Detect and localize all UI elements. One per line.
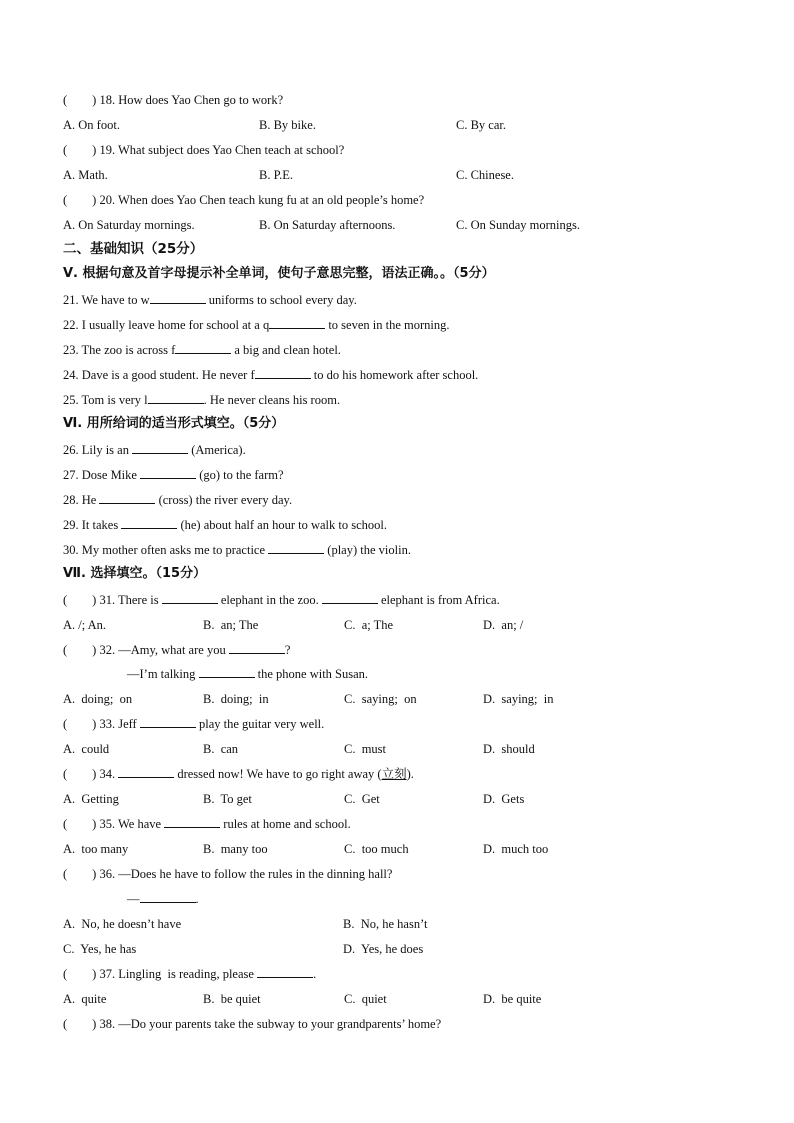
section-7-title: Ⅶ. 选择填空。（15分）	[63, 566, 207, 581]
answer-blank[interactable]	[140, 716, 196, 728]
q19-option-a: A. Math.	[63, 168, 108, 182]
q36-option-c: C. Yes, he has	[63, 942, 137, 956]
answer-blank[interactable]	[229, 642, 285, 654]
q37-option-c: C. quiet	[344, 992, 387, 1006]
answer-blank[interactable]	[255, 367, 311, 379]
q35-option-c: C. too much	[344, 842, 409, 856]
question-28: 28. He (cross) the river every day.	[63, 493, 293, 507]
answer-blank[interactable]	[199, 666, 255, 678]
question-18-stem: ( ) 18. How does Yao Chen go to work?	[63, 93, 284, 107]
question-22: 22. I usually leave home for school at a q to seven in the morning.	[63, 318, 450, 332]
q18-option-b: B. By bike.	[259, 118, 316, 132]
q20-option-a: A. On Saturday mornings.	[63, 218, 195, 232]
question-31-stem: ( ) 31. There is elephant in the zoo. elephant is from Africa.	[63, 593, 500, 607]
q18-option-a: A. On foot.	[63, 118, 120, 132]
question-33-stem: ( ) 33. Jeff play the guitar very well.	[63, 717, 325, 731]
answer-blank[interactable]	[322, 592, 378, 604]
answer-blank[interactable]	[164, 816, 220, 828]
question-20-stem: ( ) 20. When does Yao Chen teach kung fu at an old people’s home?	[63, 193, 425, 207]
q37-option-d: D. be quite	[483, 992, 542, 1006]
q34-option-c: C. Get	[344, 792, 380, 806]
q36-option-b: B. No, he hasn’t	[343, 917, 428, 931]
q33-option-a: A. could	[63, 742, 110, 756]
question-36-reply: — .	[127, 892, 199, 906]
q32-option-a: A. doing; on	[63, 692, 133, 706]
q31-option-a: A. /; An.	[63, 618, 107, 632]
q36-option-d: D. Yes, he does	[343, 942, 424, 956]
q32-option-d: D. saying; in	[483, 692, 554, 706]
question-21: 21. We have to w uniforms to school every day.	[63, 293, 357, 307]
answer-blank[interactable]	[150, 292, 206, 304]
question-24: 24. Dave is a good student. He never f to do his homework after school.	[63, 368, 479, 382]
answer-blank[interactable]	[118, 766, 174, 778]
answer-blank[interactable]	[268, 542, 324, 554]
q19-option-b: B. P.E.	[259, 168, 294, 182]
section-5-title: Ⅴ. 根据句意及首字母提示补全单词，使句子意思完整，语法正确。。（5分）	[63, 266, 495, 281]
q35-option-b: B. many too	[203, 842, 268, 856]
answer-blank[interactable]	[99, 492, 155, 504]
q19-option-c: C. Chinese.	[456, 168, 514, 182]
question-37-stem: ( ) 37. Lingling is reading, please .	[63, 967, 317, 981]
q18-option-c: C. By car.	[456, 118, 506, 132]
question-35-stem: ( ) 35. We have rules at home and school.	[63, 817, 351, 831]
question-34-stem: ( ) 34. dressed now! We have to go right away (立刻).	[63, 767, 414, 781]
answer-blank[interactable]	[132, 442, 188, 454]
question-19-stem: ( ) 19. What subject does Yao Chen teach at school?	[63, 143, 345, 157]
answer-blank[interactable]	[148, 392, 204, 404]
q34-option-d: D. Gets	[483, 792, 525, 806]
q33-option-b: B. can	[203, 742, 239, 756]
question-36-stem: ( ) 36. —Does he have to follow the rules in the dinning hall?	[63, 867, 393, 881]
q32-option-c: C. saying; on	[344, 692, 417, 706]
q32-option-b: B. doing; in	[203, 692, 269, 706]
question-26: 26. Lily is an (America).	[63, 443, 246, 457]
q33-option-c: C. must	[344, 742, 387, 756]
answer-blank[interactable]	[257, 966, 313, 978]
question-32-stem: ( ) 32. —Amy, what are you ?	[63, 643, 291, 657]
answer-blank[interactable]	[140, 891, 196, 903]
question-27: 27. Dose Mike (go) to the farm?	[63, 468, 284, 482]
part-2-title: 二、基础知识（25分）	[63, 241, 204, 257]
q31-option-d: D. an; /	[483, 618, 524, 632]
answer-blank[interactable]	[269, 317, 325, 329]
question-25: 25. Tom is very l . He never cleans his room.	[63, 393, 341, 407]
q37-option-b: B. be quiet	[203, 992, 261, 1006]
question-30: 30. My mother often asks me to practice (play) the violin.	[63, 543, 411, 557]
q35-option-d: D. much too	[483, 842, 549, 856]
underlined-hint: 立刻	[381, 767, 407, 781]
q36-option-a: A. No, he doesn’t have	[63, 917, 182, 931]
q37-option-a: A. quite	[63, 992, 107, 1006]
question-23: 23. The zoo is across f a big and clean hotel.	[63, 343, 341, 357]
section-6-title: Ⅵ. 用所给词的适当形式填空。（5分）	[63, 416, 285, 431]
q31-option-c: C. a; The	[344, 618, 394, 632]
answer-blank[interactable]	[162, 592, 218, 604]
q31-option-b: B. an; The	[203, 618, 259, 632]
q20-option-c: C. On Sunday mornings.	[456, 218, 580, 232]
question-29: 29. It takes (he) about half an hour to walk to school.	[63, 518, 387, 532]
q33-option-d: D. should	[483, 742, 535, 756]
answer-blank[interactable]	[140, 467, 196, 479]
q34-option-b: B. To get	[203, 792, 252, 806]
question-38-stem: ( ) 38. —Do your parents take the subway to your grandparents’ home?	[63, 1017, 442, 1031]
question-32-reply: —I’m talking the phone with Susan.	[127, 667, 369, 681]
q35-option-a: A. too many	[63, 842, 129, 856]
answer-blank[interactable]	[121, 517, 177, 529]
q20-option-b: B. On Saturday afternoons.	[259, 218, 396, 232]
answer-blank[interactable]	[175, 342, 231, 354]
q34-option-a: A. Getting	[63, 792, 119, 806]
